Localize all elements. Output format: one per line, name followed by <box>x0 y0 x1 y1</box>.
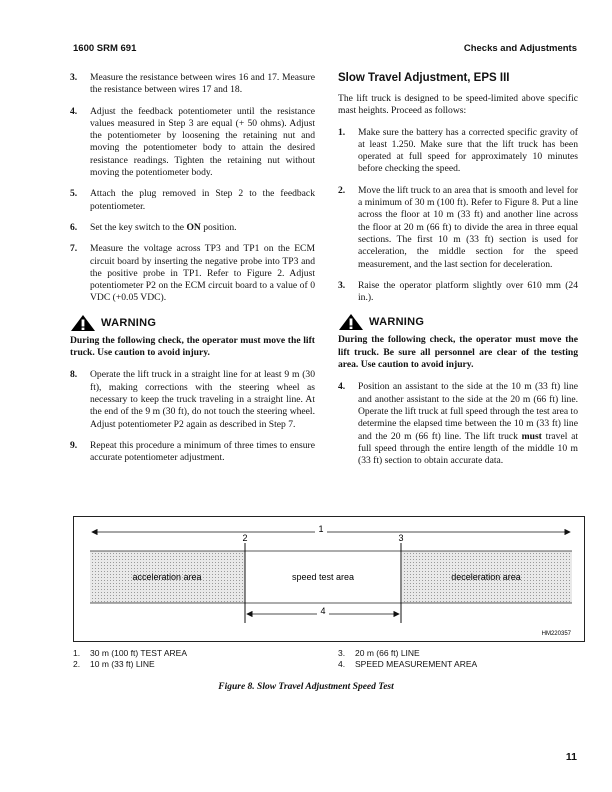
callout-1: 1 <box>318 524 324 534</box>
step-text-bold: ON <box>186 221 201 233</box>
legend-text: 10 m (33 ft) LINE <box>90 658 155 669</box>
step-text: Adjust the feedback potentiometer until the resistance values measured in Step 3 are equal (+ 50 ohms). Adjust the potentiometer by loosening the retaining nut and moving the potentiometer body to attain the desired resistance readings. Tighten the retaining nut without moving the potentiometer body. <box>90 105 315 179</box>
legend-item <box>73 659 187 670</box>
step-number: 3. <box>70 72 78 83</box>
procedure-step <box>70 72 315 97</box>
acceleration-area-label: acceleration area <box>132 572 202 582</box>
warning-title: WARNING <box>101 316 157 329</box>
step-number: 4. <box>338 381 346 393</box>
legend-item <box>73 648 187 659</box>
legend-text: 20 m (66 ft) LINE <box>355 648 420 658</box>
procedure-step <box>338 280 578 305</box>
left-column <box>70 72 315 473</box>
running-header-right: Checks and Adjustments <box>463 43 577 54</box>
step-text: Measure the voltage across TP3 and TP1 on the ECM circuit board by inserting the negative probe into TP3 and the positive probe in TP1. Refer to Figure 2. Adjust potentiometer P2 on the ECM circuit board to a value of 0 VDC (+0.05 VDC). <box>90 243 315 304</box>
callout-4: 4 <box>320 606 326 616</box>
callout-3: 3 <box>398 533 404 543</box>
step-text: Attach the plug removed in Step 2 to the feedback potentiometer. <box>90 188 315 212</box>
step-text: Repeat this procedure a minimum of three times to ensure accurate potentiometer adjustment. <box>90 439 315 464</box>
procedure-step <box>70 222 315 234</box>
legend-item <box>338 659 477 670</box>
step-number: 4. <box>70 105 78 117</box>
right-column <box>338 72 578 476</box>
legend-number: 3. <box>338 648 346 658</box>
step-text <box>90 222 315 234</box>
step-number: 6. <box>70 221 78 233</box>
procedure-step <box>70 106 315 180</box>
procedure-step <box>70 188 315 213</box>
legend-number: 4. <box>338 658 346 669</box>
page-number: 11 <box>565 751 577 763</box>
section-intro: The lift truck is designed to be speed-limited above specific mast heights. Proceed as follows: <box>338 93 578 117</box>
speed-test-area-label: speed test area <box>291 572 355 582</box>
legend-number: 1. <box>73 648 81 658</box>
running-header-left: 1600 SRM 691 <box>73 43 137 54</box>
step-text-pre: Set the key switch to the <box>90 221 187 233</box>
warning-heading <box>70 314 315 332</box>
legend-text: SPEED MEASUREMENT AREA <box>355 658 478 669</box>
step-text <box>358 381 578 467</box>
step-number: 1. <box>338 126 346 138</box>
figure-legend-right <box>338 648 477 669</box>
step-text: Raise the operator platform slightly over 610 mm (24 in.). <box>358 279 578 304</box>
legend-text: 30 m (100 ft) TEST AREA <box>90 648 188 658</box>
step-number: 2. <box>338 184 346 196</box>
step-text-post: travel at full speed through the entire length of the middle 10 m (33 ft) section to obtain accurate data. <box>358 430 578 467</box>
section-title: Slow Travel Adjustment, EPS III <box>338 72 510 84</box>
warning-text: During the following check, the operator must move the lift truck. Be sure all personnel are clear of the testing area. Use caution to avoid injury. <box>338 334 578 371</box>
legend-item <box>338 648 477 659</box>
step-text-pre: Position an assistant to the side at the 10 m (33 ft) line and another assistant to the side at the 20 m (66 ft) line. Operate the lift truck at full speed through the test area to determine the elapsed time between the 10 m (33 ft) line and the 20 m (66 ft) line. The lift truck <box>358 381 578 442</box>
procedure-step <box>338 381 578 467</box>
procedure-step <box>338 185 578 271</box>
step-text: Operate the lift truck in a straight line for at least 9 m (30 ft), making corrections with the steering wheel as necessary to keep the truck traveling in a straight line. At the end of the 9 m (30 ft), do not touch the steering wheel. Adjust potentiometer P2 again as described in Step 7. <box>90 369 315 430</box>
warning-triangle-icon <box>338 313 364 331</box>
step-number: 3. <box>338 279 346 291</box>
step-number: 9. <box>70 439 78 451</box>
step-number: 5. <box>70 188 78 200</box>
warning-triangle-icon <box>70 314 96 332</box>
warning-title: WARNING <box>369 316 425 329</box>
warning-heading <box>338 313 578 331</box>
speed-test-figure <box>73 516 585 642</box>
procedure-step <box>70 243 315 304</box>
step-text: Make sure the battery has a corrected specific gravity of at least 1.250. Make sure that the lift truck has been operated at full speed for approximately 10 minutes before checking the speed. <box>358 126 578 175</box>
procedure-step <box>338 127 578 176</box>
step-text: Measure the resistance between wires 16 and 17. Measure the resistance between wires 17 and 18. <box>90 72 315 96</box>
step-text: Move the lift truck to an area that is smooth and level for a minimum of 30 m (100 ft). Refer to Figure 8. Put a line across the floor at 10 m (33 ft) and another line across the floor at 20 m (66 ft) to divide the area in three equal sections. The first 10 m (33 ft) section is used for acceleration, the middle section for the speed measurement, and the last section for deceleration. <box>358 184 578 270</box>
callout-2: 2 <box>242 533 248 543</box>
procedure-step <box>70 369 315 430</box>
speed-test-diagram <box>74 517 584 641</box>
warning-text: During the following check, the operator must move the lift truck. Use caution to avoid injury. <box>70 334 315 359</box>
figure-code: HM220357 <box>541 631 571 637</box>
procedure-step <box>70 440 315 465</box>
deceleration-area-label: deceleration area <box>451 572 521 582</box>
figure-caption: Figure 8. Slow Travel Adjustment Speed Test <box>218 682 394 692</box>
figure-legend-left <box>73 648 187 669</box>
step-text-bold: must <box>521 430 542 442</box>
step-number: 7. <box>70 243 78 255</box>
legend-number: 2. <box>73 658 81 669</box>
step-text-post: position. <box>200 221 237 233</box>
step-number: 8. <box>70 369 78 381</box>
